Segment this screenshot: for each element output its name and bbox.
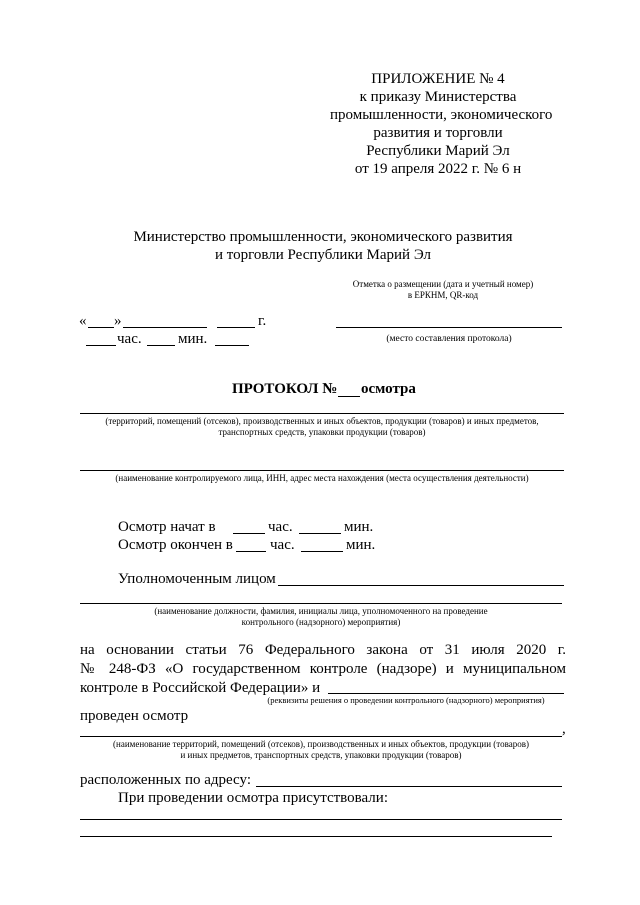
- time-extra-blank[interactable]: [215, 345, 249, 346]
- inspection-end-minute-label: мин.: [346, 537, 376, 553]
- inspection-end-hour-label: час.: [270, 537, 295, 553]
- present-label: При проведении осмотра присутствовали:: [118, 790, 388, 806]
- authorized-person-caption-line: (наименование должности, фамилия, инициалы лица, уполномоченного на проведение: [154, 606, 488, 616]
- address-label: расположенных по адресу:: [80, 772, 251, 788]
- time-hour-label: час.: [117, 331, 142, 347]
- place-blank[interactable]: [336, 327, 562, 328]
- appendix-line: ПРИЛОЖЕНИЕ № 4: [371, 71, 505, 87]
- date-day-blank[interactable]: [88, 327, 114, 328]
- conducted-label: проведен осмотр: [80, 708, 189, 724]
- inspection-end-hour-blank[interactable]: [236, 551, 266, 552]
- date-quote-close: »: [114, 313, 122, 329]
- authorized-person-label: Уполномоченным лицом: [118, 571, 276, 587]
- posting-note-line: Отметка о размещении (дата и учетный номер): [352, 279, 534, 289]
- territory-caption: [80, 416, 564, 438]
- authorized-person-caption: [80, 606, 562, 628]
- ministry-name: [100, 228, 546, 264]
- inspection-end-label: Осмотр окончен в: [118, 537, 233, 553]
- protocol-title-prefix: ПРОТОКОЛ №: [232, 381, 338, 397]
- territory-blank[interactable]: [80, 413, 564, 414]
- appendix-header: [330, 70, 553, 178]
- time-hour-blank[interactable]: [86, 345, 116, 346]
- present-blank-2[interactable]: [80, 836, 552, 837]
- basis-line-2: № 248-ФЗ «О государственном контроле (надзоре) и муниципальном: [80, 661, 566, 677]
- time-minute-blank[interactable]: [147, 345, 175, 346]
- appendix-line: к приказу Министерства: [359, 89, 517, 105]
- controlled-person-caption: (наименование контролируемого лица, ИНН, адрес места нахождения (места осуществления деятельности): [115, 473, 529, 483]
- authorized-person-blank[interactable]: [278, 585, 564, 586]
- territory-caption-line: (территорий, помещений (отсеков), производственных и иных объектов, продукции (товаров) и иных предметов,: [105, 416, 539, 426]
- inspection-start-minute-label: мин.: [344, 519, 374, 535]
- authorized-person-blank-2[interactable]: [80, 603, 562, 604]
- posting-note-line: в ЕРКНМ, QR-код: [407, 290, 479, 300]
- basis-line-1: на основании статьи 76 Федерального закона от 31 июля 2020 г.: [80, 642, 566, 658]
- conducted-caption: [80, 739, 562, 761]
- basis-caption: (реквизиты решения о проведении контрольного (надзорного) мероприятия): [267, 695, 545, 705]
- protocol-title-suffix: осмотра: [361, 381, 416, 397]
- conducted-caption-line: и иных предметов, транспортных средств, упаковки продукции (товаров): [180, 750, 462, 760]
- authorized-person-caption-line: контрольного (надзорного) мероприятия): [241, 617, 401, 627]
- protocol-number-blank[interactable]: [338, 396, 360, 397]
- conducted-comma: ,: [562, 721, 566, 737]
- posting-note: [336, 279, 550, 301]
- date-quote-open: «: [79, 313, 87, 329]
- inspection-end-minute-blank[interactable]: [301, 551, 343, 552]
- place-caption: (место составления протокола): [386, 334, 512, 344]
- time-minute-label: мин.: [178, 331, 208, 347]
- appendix-line: развития и торговли: [373, 125, 503, 141]
- date-year-suffix: г.: [258, 313, 267, 329]
- date-month-blank[interactable]: [123, 327, 207, 328]
- inspection-start-label: Осмотр начат в: [118, 519, 216, 535]
- appendix-line: от 19 апреля 2022 г. № 6 н: [354, 161, 522, 177]
- date-year-blank[interactable]: [217, 327, 255, 328]
- appendix-line: промышленности, экономического: [330, 107, 553, 123]
- ministry-line: и торговли Республики Марий Эл: [214, 247, 432, 263]
- territory-caption-line: транспортных средств, упаковки продукции (товаров): [218, 427, 426, 437]
- conducted-object-blank[interactable]: [80, 736, 562, 737]
- present-blank-1[interactable]: [80, 819, 562, 820]
- address-blank[interactable]: [256, 786, 562, 787]
- inspection-start-hour-blank[interactable]: [233, 533, 265, 534]
- conducted-caption-line: (наименование территорий, помещений (отсеков), производственных и иных объектов, продукции (товаров): [113, 739, 529, 749]
- controlled-person-blank[interactable]: [80, 470, 564, 471]
- basis-decision-blank[interactable]: [328, 693, 564, 694]
- ministry-line: Министерство промышленности, экономического развития: [133, 229, 513, 245]
- basis-line-3: контроле в Российской Федерации» и: [80, 680, 321, 696]
- inspection-start-minute-blank[interactable]: [299, 533, 341, 534]
- appendix-line: Республики Марий Эл: [366, 143, 510, 159]
- inspection-start-hour-label: час.: [268, 519, 293, 535]
